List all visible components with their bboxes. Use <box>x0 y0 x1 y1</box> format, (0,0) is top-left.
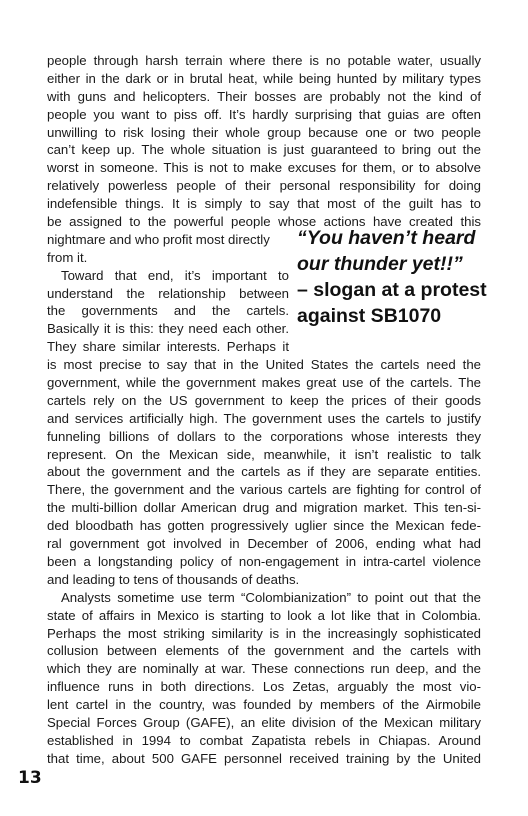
text-line: Special Forces Group (GAFE), an elite division of the Mexican military <box>47 714 481 730</box>
text-line: that time, about 500 GAFE personnel received training by the United <box>47 750 481 766</box>
text-line: funneling billions of dollars to the corporations whose interests they <box>47 428 481 444</box>
text-line: the governments and the cartels. <box>47 303 289 319</box>
text-line: which they are nominally at war. These connections run deep, and the <box>47 661 481 677</box>
text-line: the multi-billion dollar American drug and migration market. This ten-si- <box>47 500 481 516</box>
text-line: either in the dark or in brutal heat, while being hunted by military types <box>47 70 481 86</box>
text-line: understand the relationship between <box>47 285 289 301</box>
text-line: is most precise to say that in the United States the cartels need the <box>47 357 481 373</box>
text-line: relatively powerless people of their personal responsibility for doing <box>47 178 481 194</box>
text-line: state of affairs in Mexico is starting to look a lot like that in Colombia. <box>47 607 481 623</box>
page-number: 13 <box>18 768 42 788</box>
pull-quote-attribution: against SB1070 <box>297 304 442 327</box>
text-line: people through harsh terrain where there is no potable water, usually <box>47 53 481 68</box>
text-line: from it. <box>47 249 88 265</box>
text-line: lent cartel in the country, was founded by members of the Airmobile <box>47 697 481 713</box>
text-line: with guns and helicopters. Their bosses are probably not the kind of <box>47 88 481 104</box>
text-line: indefensible things. It is simply to say that most of the guilt has to <box>47 196 481 212</box>
text-line: nightmare and who profit most directly <box>47 231 270 247</box>
pull-quote-text: our thunder yet!!” <box>297 252 463 275</box>
pull-quote <box>297 225 497 329</box>
text-line: and services artificially high. The government uses the cartels to justify <box>47 410 481 426</box>
pull-quote-attribution: – slogan at a protest <box>297 278 487 301</box>
text-line: worst in someone. This is not to make excuses for them, or to absolve <box>47 160 481 176</box>
text-line: represent. On the Mexican side, meanwhile, it isn’t realistic to talk <box>47 446 481 462</box>
page-body <box>47 52 487 768</box>
text-line: collusion between elements of the government and the cartels with <box>47 643 481 659</box>
text-line: Toward that end, it’s important to <box>61 267 289 283</box>
text-line: unwilling to risk losing their whole group because one or two people <box>47 124 481 140</box>
text-line: There, the government and the various cartels are fighting for control of <box>47 482 481 498</box>
text-line: Analysts sometime use term “Colombianization” to point out that the <box>61 589 481 605</box>
text-line: about the government and the cartels as if they are separate entities. <box>47 464 481 480</box>
text-line: Perhaps the most striking similarity is in the increasingly sophisticated <box>47 625 481 641</box>
paragraph-3 <box>47 589 481 768</box>
text-line: can’t keep up. The whole situation is just guaranteed to bring out the <box>47 142 481 158</box>
text-line: ded bloodbath has gotten progressively uglier since the Mexican fede- <box>47 518 481 534</box>
text-line: cartels rely on the US government to keep the prices of their goods <box>47 392 481 408</box>
pull-quote-text: “You haven’t heard <box>297 226 476 249</box>
text-line: They share similar interests. Perhaps it <box>47 339 289 355</box>
text-line: be assigned to the powerful people whose actions have created this <box>47 214 481 230</box>
text-line: people you want to piss off. It’s hardly surprising that guias are often <box>47 106 481 122</box>
text-line: Basically it is this: they need each other. <box>47 321 289 337</box>
text-line: established in 1994 to combat Zapatista rebels in Chiapas. Around <box>47 732 481 748</box>
text-line: influence runs in both directions. Los Zetas, arguably the most vio- <box>47 679 481 695</box>
text-line: been a longstanding policy of non-engagement in intra-cartel violence <box>47 553 481 569</box>
text-line: government, while the government makes great use of the cartels. The <box>47 375 481 391</box>
text-line: and leading to tens of thousands of deaths. <box>47 571 300 587</box>
text-line: ral government got involved in December of 2006, ending what had <box>47 536 481 552</box>
